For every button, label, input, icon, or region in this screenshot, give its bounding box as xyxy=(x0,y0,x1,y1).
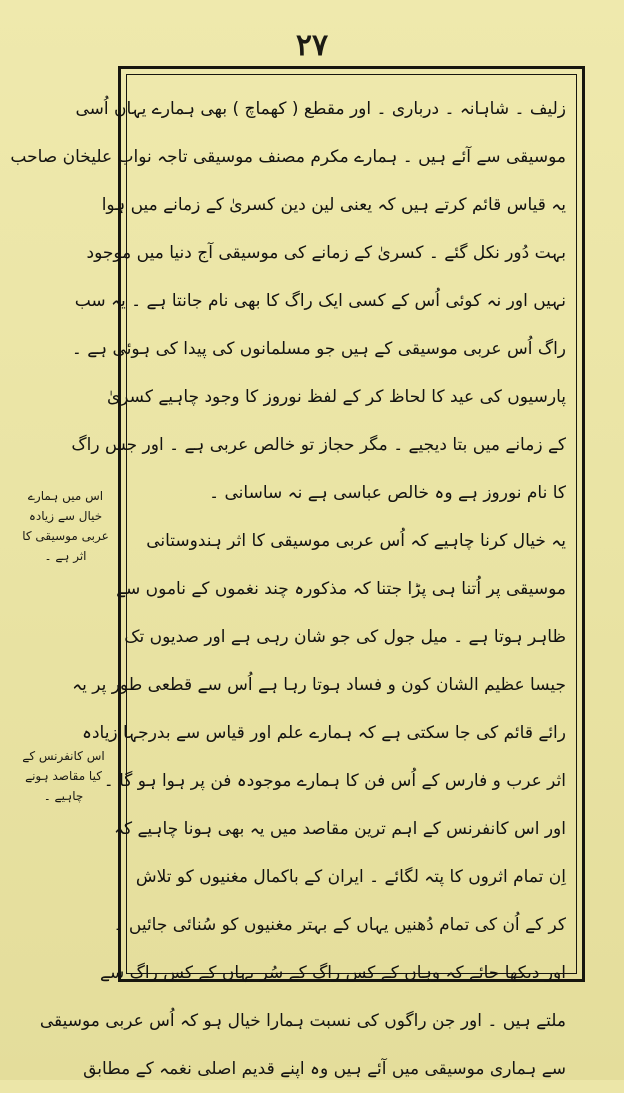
body-line: اِن تمام اثروں کا پتہ لگائے ۔ ایران کے باکمال مغنیوں کو تلاش xyxy=(135,867,566,887)
margin-note-line: خیال سے زیادہ xyxy=(28,509,103,523)
body-line: زلیف ۔ شاہانہ ۔ درباری ۔ اور مقطع ( کھماچ ) بھی ہمارے یہاں اُسی xyxy=(75,99,566,119)
body-line: کر کے اُن کی تمام دُھنیں یہاں کے بہتر مغنیوں کو سُنائی جائیں ۔ xyxy=(113,915,566,935)
body-line: رائے قائم کی جا سکتی ہے کہ ہمارے علم اور قیاس سے بدرجہا زیادہ xyxy=(81,723,566,743)
body-line: سے ہماری موسیقی میں آئے ہیں وہ اپنے قدیم اصلی نغمہ کے مطابق xyxy=(83,1059,566,1079)
body-line: پارسیوں کی عید کا لحاظ کر کے لفظ نوروز کا وجود چاہیے کسریٰ xyxy=(106,387,566,407)
body-line: نہیں اور نہ کوئی اُس کے کسی ایک راگ کا بھی نام جانتا ہے ۔ یہ سب xyxy=(74,291,566,311)
margin-note-line: اثر ہے ۔ xyxy=(44,549,87,563)
page-number: ۲۷ xyxy=(295,28,329,63)
margin-note-arabic-influence xyxy=(18,486,113,566)
body-line: اور اس کانفرنس کے اہم ترین مقاصد میں یہ بھی ہونا چاہیے کہ xyxy=(114,819,566,839)
margin-note-line: اس میں ہمارے xyxy=(27,489,104,503)
body-line: کا نام نوروز ہے وہ خالص عباسی ہے نہ ساسانی ۔ xyxy=(209,483,566,503)
body-line: ظاہر ہوتا ہے ۔ میل جول کی جو شان رہی ہے اور صدیوں تک xyxy=(124,627,566,647)
body-line: یہ قیاس قائم کرتے ہیں کہ یعنی لین دین کسریٰ کے زمانے میں ہوا xyxy=(101,195,566,215)
margin-note-line: چاہیے ۔ xyxy=(43,789,84,803)
body-line: بہت دُور نکل گئے ۔ کسریٰ کے زمانے کی موسیقی آج دنیا میں موجود xyxy=(86,243,566,263)
margin-note-line: کیا مقاصد ہونے xyxy=(25,769,102,783)
body-line: اثر عرب و فارس کے اُس فن کا ہمارے موجودہ فن پر ہوا ہو گا ۔ xyxy=(103,771,566,791)
margin-note-line: اس کانفرنس کے xyxy=(22,749,105,763)
body-line: موسیقی پر اُتنا ہی پڑا جتنا کہ مذکورہ چند نغموں کے ناموں سے xyxy=(116,579,566,599)
body-line: کے زمانے میں بتا دیجیے ۔ مگر حجاز تو خالص عربی ہے ۔ اور جس راگ xyxy=(71,435,566,455)
body-line: اور دیکھا جائے کہ وہاں کے کس راگ کے سُر یہاں کے کس راگ سے xyxy=(100,963,566,983)
margin-note-line: عربی موسیقی کا xyxy=(22,529,109,543)
body-line: ملتے ہیں ۔ اور جن راگوں کی نسبت ہمارا خیال ہو کہ اُس عربی موسیقی xyxy=(39,1011,566,1031)
body-line: جیسا عظیم الشان کون و فساد ہوتا رہا ہے اُس سے قطعی طور پر یہ xyxy=(72,675,566,695)
body-line: یہ خیال کرنا چاہیے کہ اُس عربی موسیقی کا اثر ہندوستانی xyxy=(146,531,566,551)
body-line: موسیقی سے آئے ہیں ۔ ہمارے مکرم مصنف موسیقی تاجہ نواب علیخان صاحب xyxy=(10,147,566,167)
body-line: راگ اُس عربی موسیقی کے ہیں جو مسلمانوں کی پیدا کی ہوئی ہے ۔ xyxy=(71,339,566,359)
